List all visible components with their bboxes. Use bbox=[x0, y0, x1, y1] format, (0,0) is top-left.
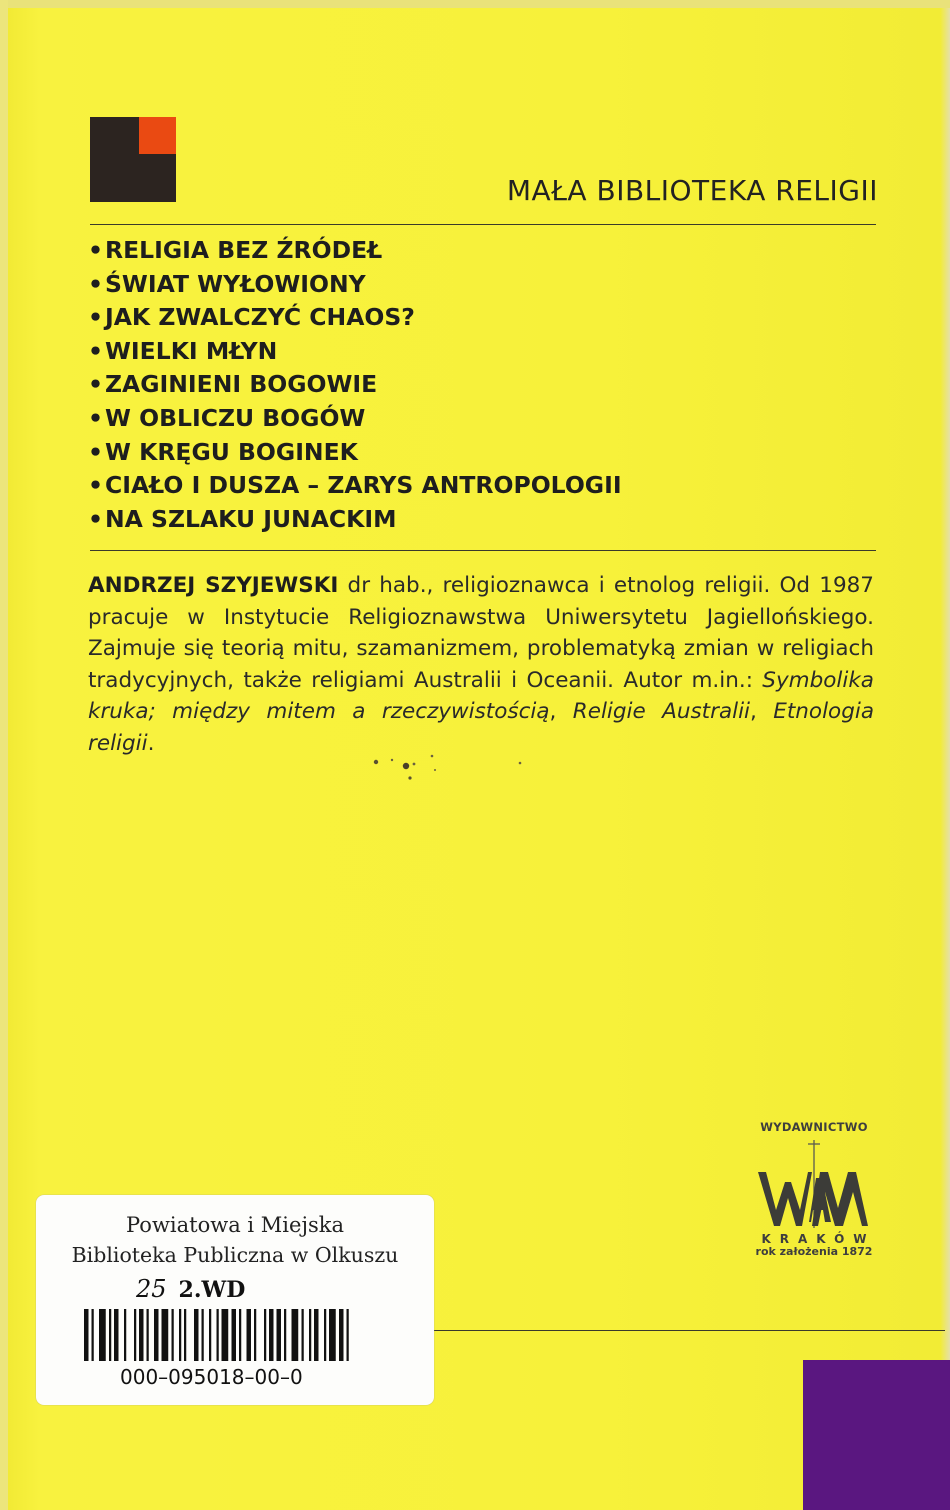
series-title-text: ŚWIAT WYŁOWIONY bbox=[105, 269, 366, 298]
barcode-bar bbox=[172, 1309, 174, 1361]
barcode bbox=[84, 1309, 354, 1361]
barcode-bar bbox=[124, 1309, 126, 1361]
barcode-bar bbox=[247, 1309, 252, 1361]
barcode-bar bbox=[147, 1309, 149, 1361]
barcode-bar bbox=[84, 1309, 89, 1361]
barcode-bar bbox=[99, 1309, 106, 1361]
series-title-text: WIELKI MŁYN bbox=[105, 336, 278, 365]
series-title-item bbox=[88, 469, 622, 503]
barcode-bar bbox=[302, 1309, 304, 1361]
bullet: • bbox=[88, 303, 104, 332]
barcode-bar bbox=[329, 1309, 336, 1361]
barcode-bar bbox=[139, 1309, 144, 1361]
barcode-bar bbox=[184, 1309, 186, 1361]
bullet: • bbox=[88, 336, 104, 365]
barcode-bar bbox=[209, 1309, 211, 1361]
barcode-bar bbox=[162, 1309, 169, 1361]
bullet: • bbox=[88, 370, 104, 399]
barcode-bar bbox=[109, 1309, 111, 1361]
series-title-text: ZAGINIENI BOGOWIE bbox=[105, 370, 378, 399]
series-title-item bbox=[88, 503, 622, 537]
barcode-bar bbox=[264, 1309, 266, 1361]
divider-top bbox=[90, 224, 876, 225]
series-title-text: W OBLICZU BOGÓW bbox=[105, 403, 366, 432]
series-logo bbox=[90, 117, 176, 202]
barcode-bar bbox=[239, 1309, 241, 1361]
publisher-label: WYDAWNICTWO bbox=[760, 1120, 868, 1134]
work-separator: , bbox=[549, 699, 573, 724]
barcode-bar bbox=[292, 1309, 299, 1361]
series-logo-accent bbox=[139, 117, 176, 154]
divider-middle bbox=[90, 550, 876, 551]
barcode-bar bbox=[222, 1309, 229, 1361]
cover-edge-top bbox=[0, 0, 950, 8]
barcode-bar bbox=[324, 1309, 326, 1361]
barcode-number: 000–095018–00–0 bbox=[120, 1365, 303, 1389]
barcode-bar bbox=[194, 1309, 199, 1361]
publisher-founded: rok założenia 1872 bbox=[755, 1245, 873, 1258]
call-number bbox=[136, 1275, 245, 1303]
barcode-bar bbox=[314, 1309, 319, 1361]
author-bio bbox=[88, 570, 874, 759]
work-title: Etnologia religii bbox=[88, 699, 874, 756]
series-title-text: W KRĘGU BOGINEK bbox=[105, 437, 358, 466]
barcode-bar bbox=[154, 1309, 159, 1361]
barcode-bar bbox=[217, 1309, 219, 1361]
series-title-item bbox=[88, 436, 622, 470]
series-title-item bbox=[88, 301, 622, 335]
barcode-bar bbox=[309, 1309, 311, 1361]
bullet: • bbox=[88, 269, 104, 298]
series-title-item bbox=[88, 234, 622, 268]
series-title-text: NA SZLAKU JUNACKIM bbox=[105, 504, 397, 533]
bio-end: . bbox=[147, 730, 155, 756]
barcode-bar bbox=[202, 1309, 204, 1361]
print-specks bbox=[370, 752, 530, 792]
publisher-city: KRAKÓW bbox=[761, 1232, 876, 1246]
series-title-item bbox=[88, 335, 622, 369]
wam-logo-icon bbox=[752, 1138, 876, 1230]
barcode-bar bbox=[114, 1309, 119, 1361]
barcode-bar bbox=[277, 1309, 282, 1361]
bullet: • bbox=[88, 403, 104, 432]
series-title-item bbox=[88, 402, 622, 436]
series-title-item bbox=[88, 368, 622, 402]
barcode-bar bbox=[179, 1309, 181, 1361]
barcode-bar bbox=[347, 1309, 349, 1361]
barcode-bar bbox=[134, 1309, 136, 1361]
library-label bbox=[36, 1195, 434, 1405]
series-title-item bbox=[88, 268, 622, 302]
author-name: ANDRZEJ SZYJEWSKI bbox=[88, 573, 339, 598]
work-title: Religie Australii bbox=[572, 699, 751, 724]
series-title-text: RELIGIA BEZ ŹRÓDEŁ bbox=[105, 236, 383, 264]
barcode-bar bbox=[339, 1309, 344, 1361]
work-title: Symbolika kruka; między mitem a rzeczywistością bbox=[88, 667, 874, 724]
series-title-text: JAK ZWALCZYĆ CHAOS? bbox=[105, 303, 415, 332]
bullet: • bbox=[88, 504, 104, 533]
author-bio-text: dr hab., religioznawca i etnolog religii. Od 1987 pracuje w Instytucie Religioznawstwa Uniwersytetu Jagiellońskiego. Zajmuje się teorią mitu, szamanizmem, problematyką zmian w religiach tradycyjnych, także religiami Australii i Oceanii. Autor m.in.: bbox=[88, 573, 874, 693]
cover-edge-left bbox=[0, 0, 8, 1510]
divider-bottom bbox=[430, 1330, 945, 1331]
series-titles-list bbox=[88, 234, 622, 536]
barcode-bar bbox=[284, 1309, 286, 1361]
barcode-bar bbox=[92, 1309, 94, 1361]
publisher-logo bbox=[746, 1120, 882, 1258]
handwritten-number: 25 bbox=[136, 1275, 167, 1303]
barcode-bar bbox=[269, 1309, 274, 1361]
series-title-text: CIAŁO I DUSZA – ZARYS ANTROPOLOGII bbox=[105, 471, 622, 500]
library-name-line2: Biblioteka Publiczna w Olkuszu bbox=[71, 1243, 399, 1267]
call-code: 2.WD bbox=[178, 1277, 246, 1303]
series-title: MAŁA BIBLIOTEKA RELIGII bbox=[506, 174, 878, 207]
work-separator: , bbox=[750, 699, 774, 724]
corner-color-band bbox=[803, 1360, 950, 1510]
bullet: • bbox=[88, 236, 104, 264]
bullet: • bbox=[88, 471, 104, 500]
barcode-bar bbox=[254, 1309, 256, 1361]
library-name-line1: Powiatowa i Miejska bbox=[126, 1213, 344, 1237]
bullet: • bbox=[88, 437, 104, 466]
barcode-bar bbox=[232, 1309, 237, 1361]
